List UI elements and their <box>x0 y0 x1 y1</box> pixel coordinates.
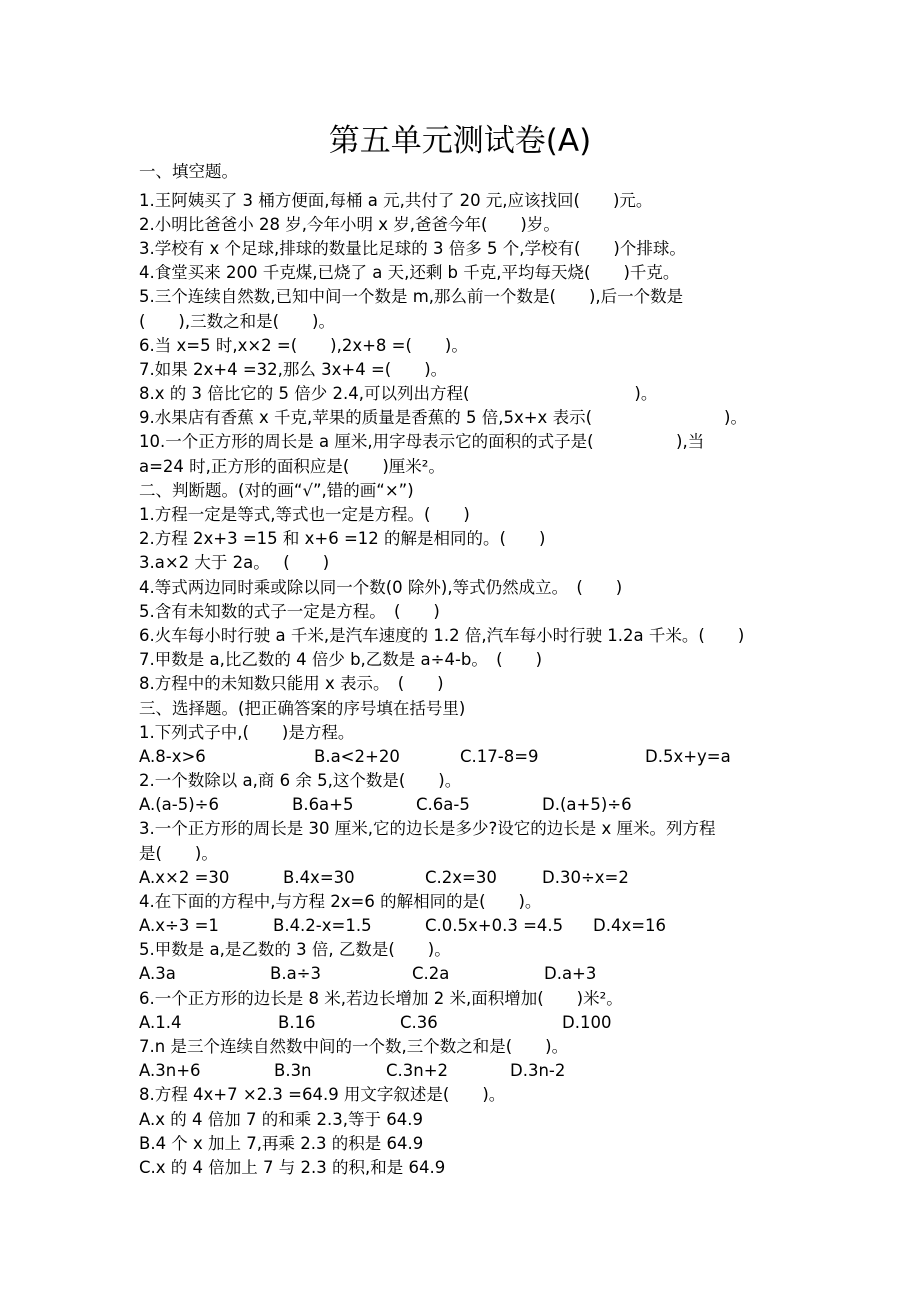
option-a: A.x÷3 =1 <box>139 916 219 935</box>
question-line: 10.一个正方形的周长是 a 厘米,用字母表示它的面积的式子是( ),当 <box>139 432 705 451</box>
question-line: 2.小明比爸爸小 28 岁,今年小明 x 岁,爸爸今年( )岁。 <box>139 215 560 234</box>
question-line: 3.一个正方形的周长是 30 厘米,它的边长是多少?设它的边长是 x 厘米。列方程 <box>139 819 716 838</box>
option-a: A.3n+6 <box>139 1061 201 1080</box>
option-c: C.0.5x+0.3 =4.5 <box>425 916 564 935</box>
option-b: B.3n <box>274 1061 312 1080</box>
option-b: B.a<2+20 <box>314 747 400 766</box>
option-d: D.30÷x=2 <box>542 868 629 887</box>
question-line: 5.含有未知数的式子一定是方程。 ( ) <box>139 602 440 621</box>
section-heading: 三、选择题。(把正确答案的序号填在括号里) <box>139 699 466 718</box>
question-line: a=24 时,正方形的面积应是( )厘米²。 <box>139 457 445 476</box>
option-a: A.x 的 4 倍加 7 的和乘 2.3,等于 64.9 <box>139 1110 423 1129</box>
question-line: 1.方程一定是等式,等式也一定是方程。( ) <box>139 505 470 524</box>
option-a: A.3a <box>139 964 176 983</box>
question-line: 2.一个数除以 a,商 6 余 5,这个数是( )。 <box>139 771 462 790</box>
question-line: 7.n 是三个连续自然数中间的一个数,三个数之和是( )。 <box>139 1037 569 1056</box>
question-line: 7.甲数是 a,比乙数的 4 倍少 b,乙数是 a÷4-b。 ( ) <box>139 650 543 669</box>
question-line: 6.当 x=5 时,x×2 =( ),2x+8 =( )。 <box>139 336 468 355</box>
question-line: 4.食堂买来 200 千克煤,已烧了 a 天,还剩 b 千克,平均每天烧( )千克。 <box>139 263 680 282</box>
question-line: 2.方程 2x+3 =15 和 x+6 =12 的解是相同的。( ) <box>139 529 546 548</box>
option-c: C.2a <box>412 964 450 983</box>
section-heading: 二、判断题。(对的画“√”,错的画“×”) <box>139 481 414 500</box>
question-line: 3.学校有 x 个足球,排球的数量比足球的 3 倍多 5 个,学校有( )个排球。 <box>139 239 686 258</box>
question-line: 5.甲数是 a,是乙数的 3 倍, 乙数是( )。 <box>139 940 451 959</box>
option-b: B.a÷3 <box>270 964 321 983</box>
question-line: 1.下列式子中,( )是方程。 <box>139 723 355 742</box>
option-d: D.a+3 <box>544 964 597 983</box>
question-line: 3.a×2 大于 2a。 ( ) <box>139 553 330 572</box>
option-a: A.8-x>6 <box>139 747 206 766</box>
question-line: 4.在下面的方程中,与方程 2x=6 的解相同的是( )。 <box>139 892 542 911</box>
option-d: D.(a+5)÷6 <box>542 795 632 814</box>
question-line: 5.三个连续自然数,已知中间一个数是 m,那么前一个数是( ),后一个数是 <box>139 287 684 306</box>
option-b: B.6a+5 <box>292 795 354 814</box>
option-b: B.4.2-x=1.5 <box>273 916 372 935</box>
option-b: B.16 <box>278 1013 316 1032</box>
option-c: C.3n+2 <box>386 1061 449 1080</box>
question-line: ( ),三数之和是( )。 <box>139 312 335 331</box>
question-line: 8.x 的 3 倍比它的 5 倍少 2.4,可以列出方程( )。 <box>139 384 658 403</box>
option-d: D.100 <box>562 1013 612 1032</box>
question-line: 7.如果 2x+4 =32,那么 3x+4 =( )。 <box>139 360 448 379</box>
option-c: C.17-8=9 <box>460 747 539 766</box>
question-line: 8.方程中的未知数只能用 x 表示。 ( ) <box>139 674 444 693</box>
question-line: 1.王阿姨买了 3 桶方便面,每桶 a 元,共付了 20 元,应该找回( )元。 <box>139 191 653 210</box>
option-b: B.4x=30 <box>283 868 355 887</box>
question-line: 9.水果店有香蕉 x 千克,苹果的质量是香蕉的 5 倍,5x+x 表示( )。 <box>139 408 747 427</box>
option-b: B.4 个 x 加上 7,再乘 2.3 的积是 64.9 <box>139 1134 424 1153</box>
page-title: 第五单元测试卷(A) <box>328 123 592 159</box>
question-line: 4.等式两边同时乘或除以同一个数(0 除外),等式仍然成立。 ( ) <box>139 578 623 597</box>
option-d: D.3n-2 <box>510 1061 566 1080</box>
question-line: 6.一个正方形的边长是 8 米,若边长增加 2 米,面积增加( )米²。 <box>139 989 623 1008</box>
option-d: D.4x=16 <box>593 916 667 935</box>
section-heading: 一、填空题。 <box>139 162 238 181</box>
question-line: 是( )。 <box>139 844 218 863</box>
question-line: 8.方程 4x+7 ×2.3 =64.9 用文字叙述是( )。 <box>139 1085 506 1104</box>
option-c: C.36 <box>400 1013 438 1032</box>
option-c: C.6a-5 <box>416 795 470 814</box>
option-a: A.(a-5)÷6 <box>139 795 220 814</box>
question-line: 6.火车每小时行驶 a 千米,是汽车速度的 1.2 倍,汽车每小时行驶 1.2a 千米。( ) <box>139 626 745 645</box>
option-c: C.2x=30 <box>425 868 497 887</box>
option-a: A.1.4 <box>139 1013 182 1032</box>
option-a: A.x×2 =30 <box>139 868 230 887</box>
option-c: C.x 的 4 倍加上 7 与 2.3 的积,和是 64.9 <box>139 1158 446 1177</box>
option-d: D.5x+y=a <box>645 747 731 766</box>
